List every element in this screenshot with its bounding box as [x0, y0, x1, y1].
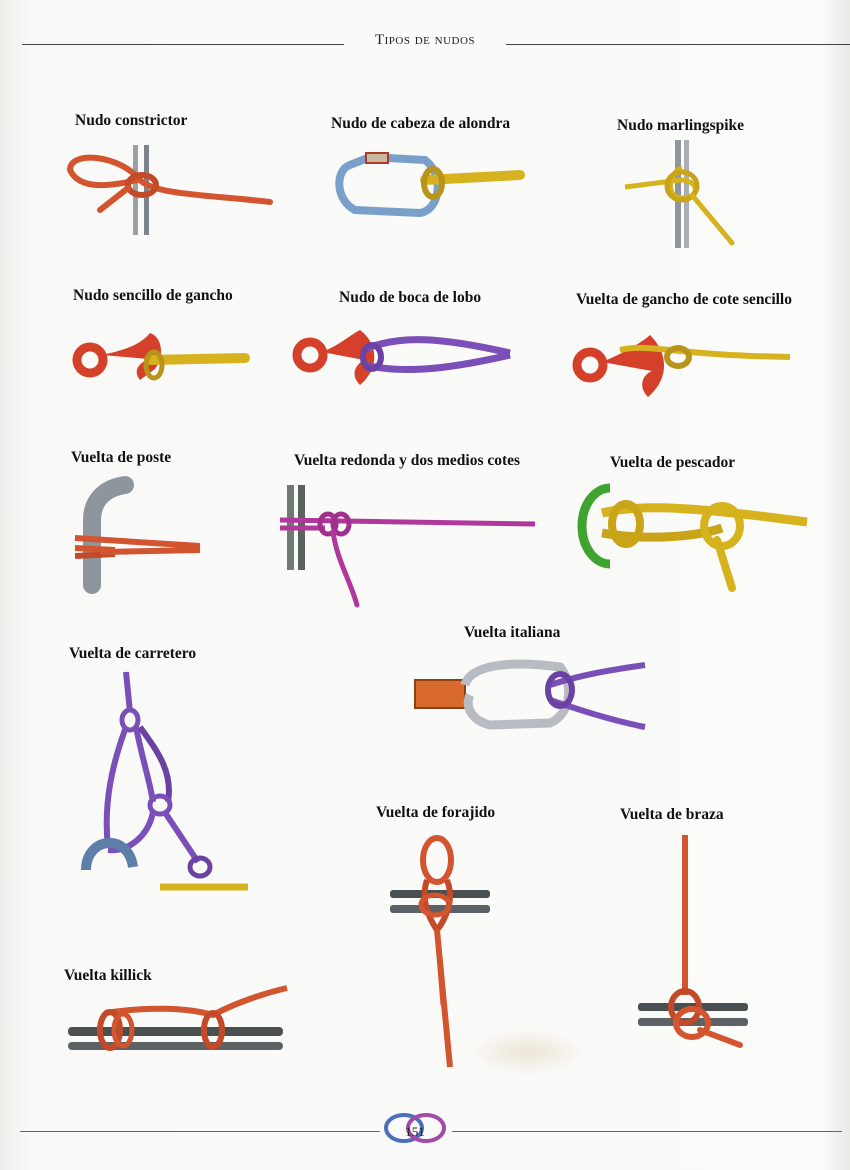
header-rule-right	[506, 44, 850, 45]
vuelta-redonda-illustration	[275, 480, 545, 610]
footer-rule-left	[20, 1131, 380, 1132]
cabeza-alondra-illustration	[330, 145, 530, 225]
vuelta-italiana-illustration	[410, 655, 650, 740]
constrictor-knot-illustration	[60, 140, 280, 240]
vuelta-de-pescador-illustration	[582, 478, 812, 598]
vuelta-de-poste-illustration	[70, 480, 210, 590]
caption-vuelta-de-carretero: Vuelta de carretero	[69, 645, 197, 662]
caption-boca-de-lobo: Nudo de boca de lobo	[339, 289, 482, 306]
sencillo-gancho-illustration	[70, 325, 250, 395]
vuelta-de-carretero-illustration	[78, 672, 258, 902]
vuelta-killick-illustration	[65, 985, 290, 1055]
page-header-title: Tipos de nudos	[374, 32, 476, 48]
page-number: 151	[405, 1124, 425, 1139]
caption-vuelta-de-poste: Vuelta de poste	[71, 449, 172, 466]
gancho-cote-sencillo-illustration	[570, 325, 800, 405]
caption-cabeza-de-alondra: Nudo de cabeza de alondra	[331, 115, 511, 132]
caption-sencillo-de-gancho: Nudo sencillo de gancho	[73, 287, 233, 304]
caption-gancho-cote-sencillo: Vuelta de gancho de cote sencillo	[576, 291, 792, 308]
caption-vuelta-killick: Vuelta killick	[64, 967, 152, 984]
caption-vuelta-de-forajido: Vuelta de forajido	[376, 804, 496, 821]
boca-de-lobo-illustration	[290, 325, 520, 405]
caption-marlingspike: Nudo marlingspike	[617, 117, 745, 134]
caption-vuelta-redonda: Vuelta redonda y dos medios cotes	[294, 452, 521, 469]
caption-vuelta-italiana: Vuelta italiana	[464, 624, 561, 641]
caption-vuelta-de-pescador: Vuelta de pescador	[610, 454, 736, 471]
vuelta-de-braza-illustration	[630, 835, 760, 1050]
caption-nudo-constrictor: Nudo constrictor	[75, 112, 188, 129]
paper-stain	[468, 1028, 588, 1076]
caption-vuelta-de-braza: Vuelta de braza	[620, 806, 724, 823]
marlingspike-illustration	[620, 140, 740, 250]
footer-rule-right	[452, 1131, 842, 1132]
